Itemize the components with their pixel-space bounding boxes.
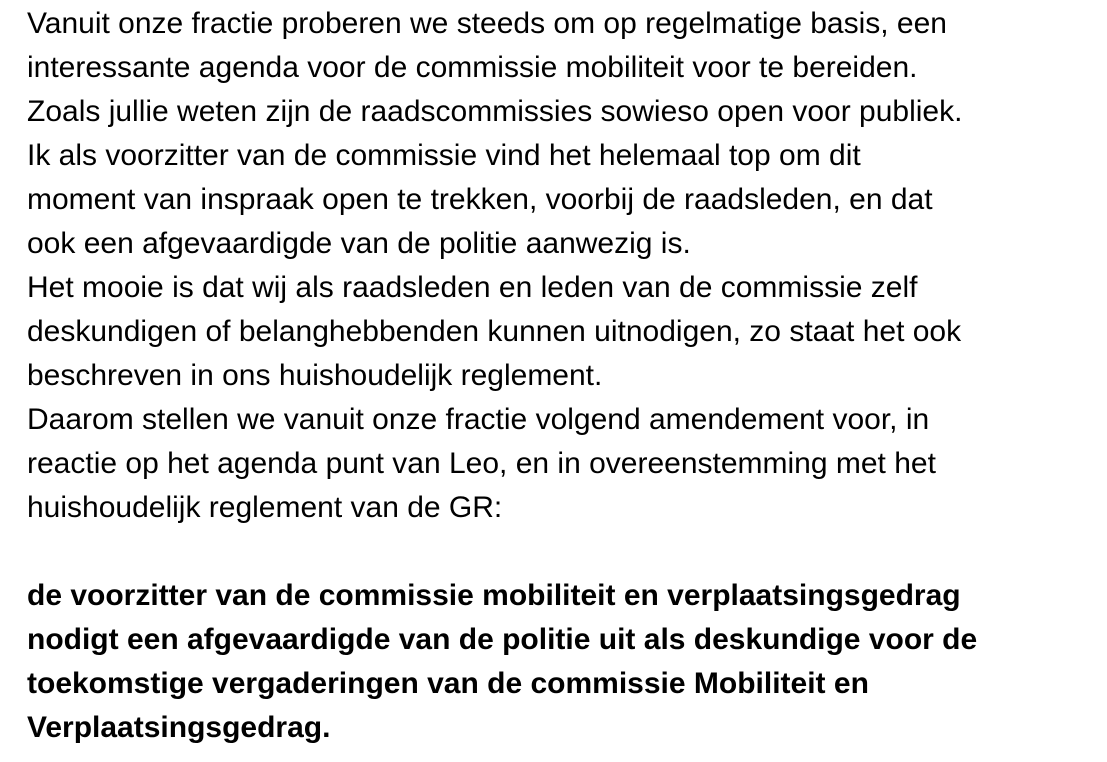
text-line: huishoudelijk reglement van de GR:: [27, 491, 503, 524]
text-line: Het mooie is dat wij als raadsleden en leden van de commissie zelf: [27, 271, 918, 304]
text-line: deskundigen of belanghebbenden kunnen uitnodigen, zo staat het ook: [27, 315, 962, 348]
text-line: Vanuit onze fractie proberen we steeds om op regelmatige basis, een: [27, 7, 947, 40]
text-line: Daarom stellen we vanuit onze fractie volgend amendement voor, in: [27, 403, 930, 436]
body-text: [27, 2, 1089, 530]
text-line: interessante agenda voor de commissie mobiliteit voor te bereiden.: [27, 51, 918, 84]
text-line: beschreven in ons huishoudelijk reglement.: [27, 359, 603, 392]
amendment-line: de voorzitter van de commissie mobiliteit en verplaatsingsgedrag: [27, 579, 961, 612]
text-line: reactie op het agenda punt van Leo, en in overeenstemming met het: [27, 447, 936, 480]
amendment-line: Verplaatsingsgedrag.: [27, 711, 331, 744]
paragraph-spacer: [27, 530, 1089, 574]
amendment-line: toekomstige vergaderingen van de commissie Mobiliteit en: [27, 667, 869, 700]
text-line: Zoals jullie weten zijn de raadscommissies sowieso open voor publiek.: [27, 95, 963, 128]
text-line: ook een afgevaardigde van de politie aanwezig is.: [27, 227, 691, 260]
text-line: Ik als voorzitter van de commissie vind het helemaal top om dit: [27, 139, 861, 172]
amendment-line: nodigt een afgevaardigde van de politie uit als deskundige voor de: [27, 623, 978, 656]
text-line: moment van inspraak open te trekken, voorbij de raadsleden, en dat: [27, 183, 933, 216]
amendment-text: [27, 574, 1089, 750]
